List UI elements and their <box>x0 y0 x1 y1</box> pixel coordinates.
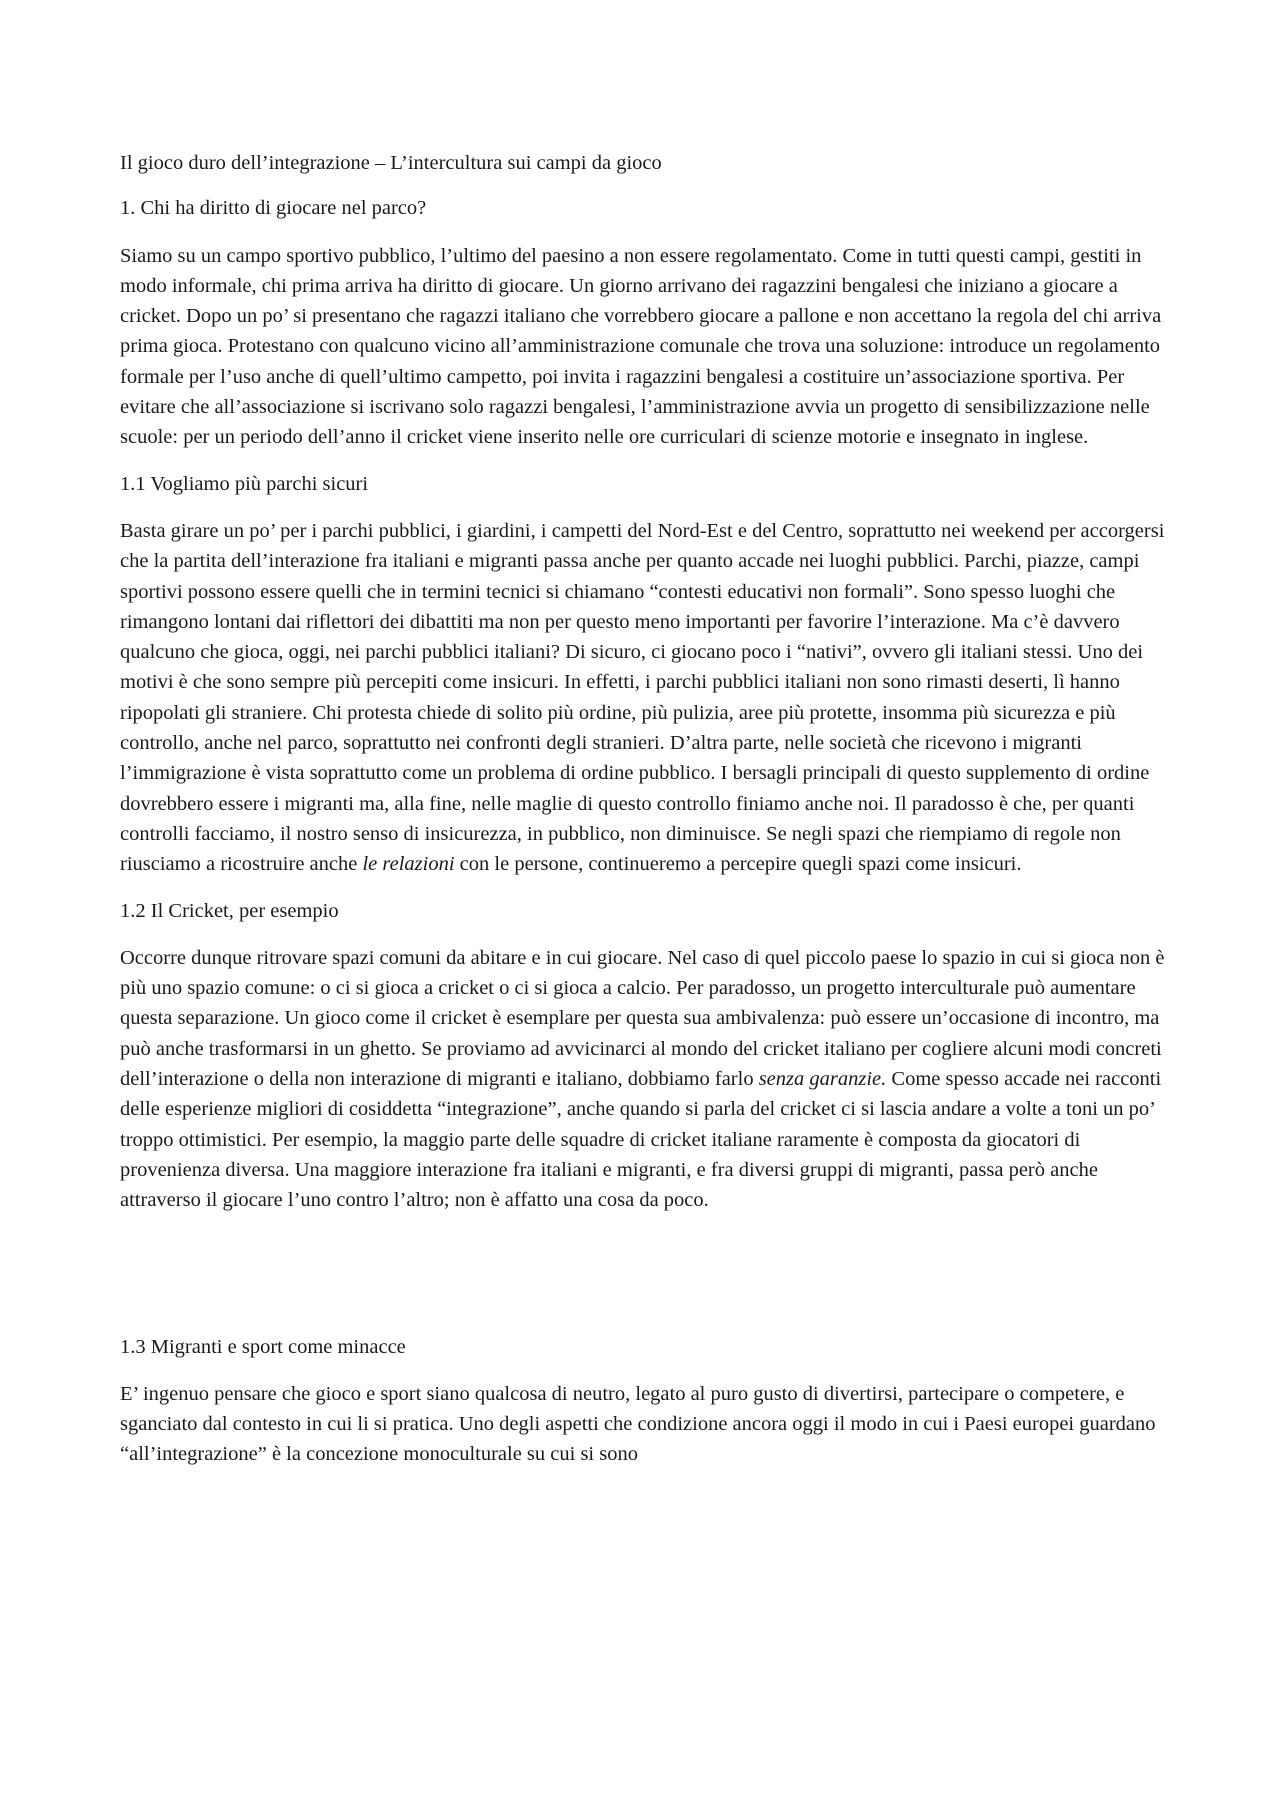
section-1-1-text-b: con le persone, continueremo a percepire quegli spazi come insicuri. <box>454 853 1022 876</box>
section-1-1-emphasis: le relazioni <box>362 853 455 876</box>
section-1-1-text-a: Basta girare un po’ per i parchi pubblici, i giardini, i campetti del Nord-Est e del Centro, soprattutto nei weekend per accorgersi che la partita dell’interazione fra italiani e migranti passa anche per quanto accade nei luoghi pubblici. Parchi, piazze, campi sportivi possono essere quelli che in termini tecnici si chiamano “contesti educativi non formali”. Sono spesso luoghi che rimangono lontani dai riflettori dei dibattiti ma non per questo meno importanti per favorire l’interazione. Ma c’è davvero qualcuno che gioca, oggi, nei parchi pubblici italiani? Di sicuro, ci giocano poco i “nativi”, ovvero gli italiani stessi. Uno dei motivi è che sono sempre più percepiti come insicuri. In effetti, i parchi pubblici italiani non sono rimasti deserti, lì hanno ripopolati gli straniere. Chi protesta chiede di solito più ordine, più pulizia, aree più protette, insomma più sicurezza e più controllo, anche nel parco, soprattutto nei confronti degli stranieri. D’altra parte, nelle società che ricevono i migranti l’immigrazione è vista soprattutto come un problema di ordine pubblico. I bersagli principali di questo supplemento di ordine dovrebbero essere i migranti ma, alla fine, nelle maglie di questo controllo finiamo anche noi. Il paradosso è che, per quanti controlli facciamo, il nostro senso di insicurezza, in pubblico, non diminuisce. Se negli spazi che riempiamo di regole non riusciamo a ricostruire anche <box>120 519 1165 876</box>
section-1-heading: 1. Chi ha diritto di giocare nel parco? <box>120 197 427 220</box>
document-page <box>120 148 1170 1486</box>
document-title: Il gioco duro dell’integrazione – L’intercultura sui campi da gioco <box>120 152 662 174</box>
section-1-1-paragraph <box>120 516 1170 880</box>
section-1-2-text-a: Occorre dunque ritrovare spazi comuni da abitare e in cui giocare. Nel caso di quel piccolo paese lo spazio in cui si gioca non è più uno spazio comune: o ci si gioca a cricket o ci si gioca a calcio. Per paradosso, un progetto interculturale può aumentare questa separazione. Un gioco come il cricket è esemplare per questa sua ambivalenza: può essere un’occasione di incontro, ma può anche trasformarsi in un ghetto. Se proviamo ad avvicinarci al mondo del cricket italiano per cogliere alcuni modi concreti dell’interazione o della non interazione di migranti e italiano, dobbiamo farlo <box>120 946 1165 1091</box>
section-1-2-text-b: Come spesso accade nei racconti delle esperienze migliori di cosiddetta “integrazione”, anche quando si parla del cricket ci si lascia andare a volte a toni un po’ troppo ottimistici. Per esempio, la maggio parte delle squadre di cricket italiane raramente è composta da giocatori di provenienza diversa. Una maggiore interazione fra italiani e migranti, e fra diversi gruppi di migranti, passa però anche attraverso il giocare l’uno contro l’altro; non è affatto una cosa da poco. <box>120 1068 1162 1212</box>
section-1-3-heading: 1.3 Migranti e sport come minacce <box>120 1335 406 1358</box>
section-1-2-heading: 1.2 Il Cricket, per esempio <box>120 899 339 922</box>
section-1-3-paragraph: E’ ingenuo pensare che gioco e sport siano qualcosa di neutro, legato al puro gusto di divertirsi, partecipare o competere, e sganciato dal contesto in cui li si pratica. Uno degli aspetti che condizione ancora oggi il modo in cui i Paesi europei guardano “all’integrazione” è la concezione monoculturale su cui si sono <box>120 1382 1156 1466</box>
section-1-paragraph: Siamo su un campo sportivo pubblico, l’ultimo del paesino a non essere regolamentato. Come in tutti questi campi, gestiti in modo informale, chi prima arriva ha diritto di giocare. Un giorno arrivano dei ragazzini bengalesi che iniziano a giocare a cricket. Dopo un po’ si presentano che ragazzi italiano che vorrebbero giocare a pallone e non accettano la regola del chi arriva prima gioca. Protestano con qualcuno vicino all’amministrazione comunale che trova una soluzione: introduce un regolamento formale per l’uso anche di quell’ultimo campetto, poi invita i ragazzini bengalesi a costituire un’associazione sportiva. Per evitare che all’associazione si iscrivano solo ragazzi bengalesi, l’amministrazione avvia un progetto di sensibilizzazione nelle scuole: per un periodo dell’anno il cricket viene inserito nelle ore curriculari di scienze motorie e insegnato in inglese. <box>120 244 1162 449</box>
section-1-1-heading: 1.1 Vogliamo più parchi sicuri <box>120 472 369 495</box>
section-1-2-paragraph <box>120 943 1170 1216</box>
section-1-2-emphasis: senza garanzie. <box>758 1068 887 1091</box>
blank-space <box>120 1232 1170 1332</box>
